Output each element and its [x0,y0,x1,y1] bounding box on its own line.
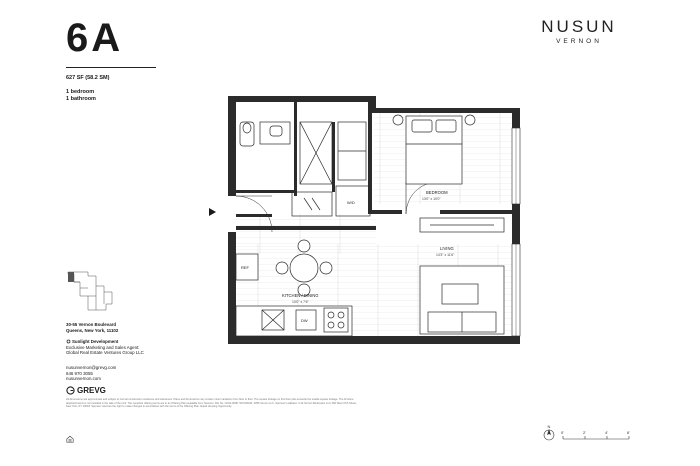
entry-arrow-icon [209,208,216,216]
ref-label: REF [241,265,249,270]
scale-tick-0: 0' [561,430,564,435]
kitchen-dim: 10'0" x 7'6" [292,300,309,304]
bedroom-label: BEDROOM [426,190,448,195]
scale-tick-3: 6' [627,430,630,435]
sunlight-logo-icon [66,339,71,344]
room-count [66,89,96,103]
grevg-logo [66,386,106,395]
hall-closet [292,192,332,216]
toilet-icon [240,122,254,146]
bedroom-count: 1 bedroom [66,89,95,95]
developer-info [66,339,144,356]
developer-name: Sunlight Development [72,339,119,344]
north-label: N [547,425,551,429]
scale-ruler [563,436,629,439]
brand-name: NUSUN [541,17,617,36]
address-line-2: Queens, New York, 11102 [66,327,119,333]
equal-housing-icon [66,435,74,443]
compass-icon [544,425,554,440]
contact-email[interactable]: nusunvernon@grevg.com [66,365,117,370]
legal-disclaimer: All dimensions are approximate and subject to normal construction variances and tolerances. Plans and dimensions may contain minor variations from floor to floor. The square footage on this floor plan exceeds the usable square footage. The furniture depicted herein is not included in the sale of the Unit. The complete offering terms are in an Offering Plan available from Sponsor. File No. CD22-0008. SPONSOR: 3055 Vernon LLC. Sponsor's address: 3-13 Vernon Boulevard, LLC 256 West 37th Street, New York, NY 10018. Sponsor reserves the right to make changes in accordance with the terms of the Offering Plan. Equal Housing Opportunity. [66,398,357,409]
bathroom [240,122,366,184]
range-icon [324,308,348,332]
title-divider [66,67,156,68]
brand-subname: VERNON [556,38,602,45]
bedroom-dim: 13'0" x 10'0" [422,197,441,201]
grevg-logo-icon [66,386,75,395]
keyplan-diagram [66,270,116,314]
contact-phone[interactable]: 646 970 3055 [66,370,93,376]
address-line-1: 30-55 Vernon Boulevard [66,322,117,327]
floor-plan [208,94,528,354]
agent-label: Exclusive Marketing and Sales Agent: [66,344,140,350]
media-console [420,218,504,232]
living-dim: 14'3" x 11'6" [436,253,455,257]
grevg-wordmark: GREVG [77,386,106,395]
address [66,322,118,333]
scale-tick-1: 2' [583,430,586,435]
unit-number: 6A [66,16,124,60]
scale-bar [543,425,635,445]
unit-area: 627 SF (58.2 SM) [66,75,110,81]
scale-tick-2: 4' [605,430,608,435]
hall-closets [292,186,370,216]
vanity-icon [260,122,290,144]
brand-logo [528,18,630,45]
bathroom-count: 1 bathroom [66,96,96,102]
living-label: LIVING [440,246,454,251]
dw-label: DW [301,318,308,323]
wd-label: W/D [347,200,355,205]
sofa-icon [420,266,504,334]
contact-info [66,365,116,382]
kitchen-label: KITCHEN / DINING [282,293,319,298]
contact-website[interactable]: nusunvernon.com [66,376,101,381]
agent-name: Global Real Estate Ventures Group LLC [66,350,144,355]
